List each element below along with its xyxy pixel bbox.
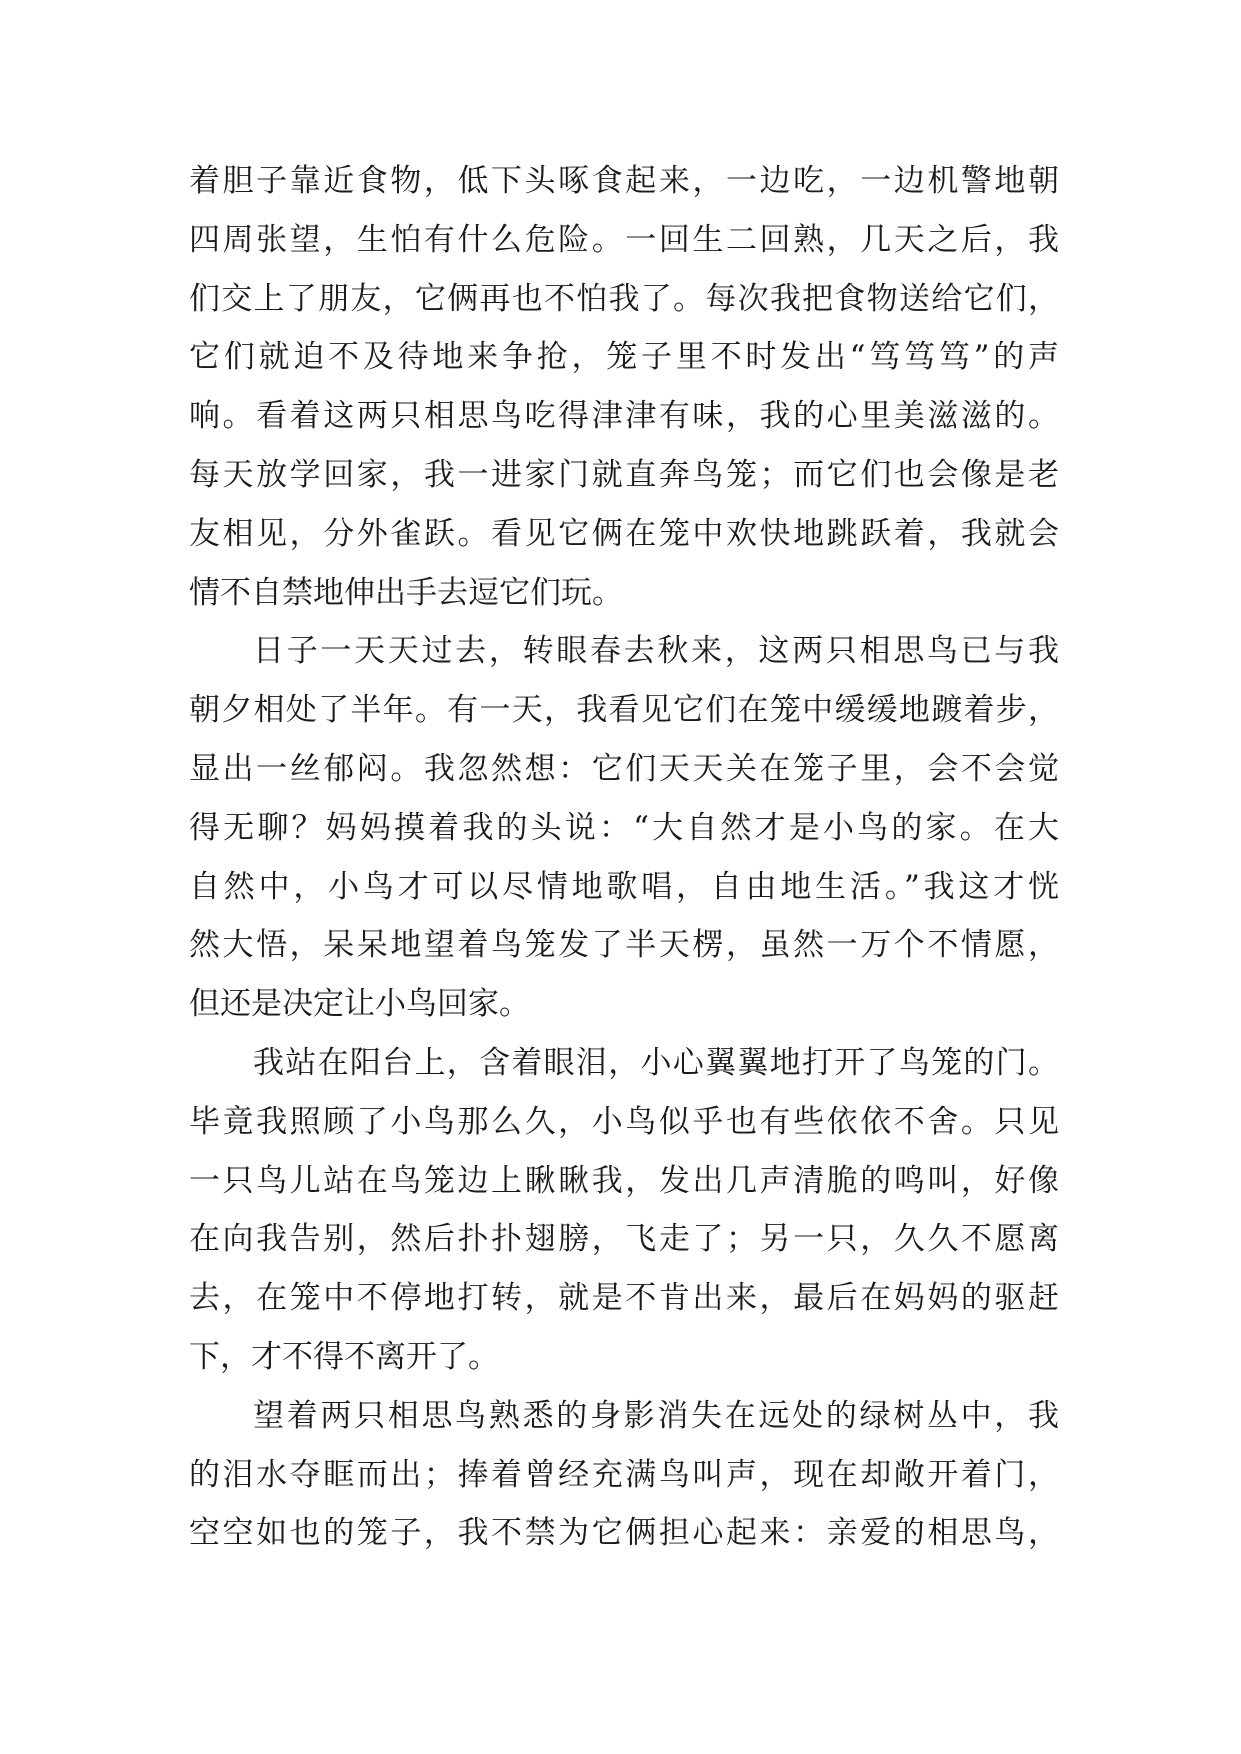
text-line: 日子一天天过去，转眼春去秋来，这两只相思鸟已与我: [253, 633, 1059, 670]
text-line: 下，才不得不离开了。: [189, 1338, 499, 1375]
text-line: 但还是决定让小鸟回家。: [189, 986, 530, 1023]
text-line: 情不自禁地伸出手去逗它们玩。: [189, 574, 623, 611]
text-line: 友相见，分外雀跃。看见它俩在笼中欢快地跳跃着，我就会: [189, 515, 1059, 552]
text-line: 每天放学回家，我一进家门就直奔鸟笼；而它们也会像是老: [189, 456, 1059, 493]
text-line: 们交上了朋友，它俩再也不怕我了。每次我把食物送给它们，: [189, 280, 1059, 317]
body-text: [189, 152, 1059, 1563]
text-line: 一只鸟儿站在鸟笼边上瞅瞅我，发出几声清脆的鸣叫，好像: [189, 1162, 1059, 1199]
text-line: 它们就迫不及待地来争抢，笼子里不时发出“笃笃笃”的声: [189, 339, 1059, 376]
text-line: 得无聊？妈妈摸着我的头说：“大自然才是小鸟的家。在大: [189, 809, 1059, 846]
text-line: 空空如也的笼子，我不禁为它俩担心起来：亲爱的相思鸟，: [189, 1515, 1059, 1552]
text-line: 的泪水夺眶而出；捧着曾经充满鸟叫声，现在却敞开着门，: [189, 1456, 1059, 1493]
text-line: 然大悟，呆呆地望着鸟笼发了半天楞，虽然一万个不情愿，: [189, 927, 1059, 964]
text-line: 着胆子靠近食物，低下头啄食起来，一边吃，一边机警地朝: [189, 163, 1059, 199]
text-line: 毕竟我照顾了小鸟那么久，小鸟似乎也有些依依不舍。只见: [189, 1103, 1059, 1140]
text-line: 望着两只相思鸟熟悉的身影消失在远处的绿树丛中，我: [253, 1397, 1059, 1434]
text-line: 朝夕相处了半年。有一天，我看见它们在笼中缓缓地踱着步，: [189, 692, 1059, 729]
text-line: 四周张望，生怕有什么危险。一回生二回熟，几天之后，我: [189, 221, 1059, 258]
text-line: 我站在阳台上，含着眼泪，小心翼翼地打开了鸟笼的门。: [253, 1044, 1059, 1081]
text-line: 自然中，小鸟才可以尽情地歌唱，自由地生活。”我这才恍: [189, 868, 1059, 905]
text-line: 去，在笼中不停地打转，就是不肯出来，最后在妈妈的驱赶: [189, 1280, 1059, 1317]
text-line: 在向我告别，然后扑扑翅膀，飞走了；另一只，久久不愿离: [189, 1221, 1059, 1258]
text-line: 显出一丝郁闷。我忽然想：它们天天关在笼子里，会不会觉: [189, 750, 1059, 787]
text-line: 响。看着这两只相思鸟吃得津津有味，我的心里美滋滋的。: [189, 398, 1059, 435]
